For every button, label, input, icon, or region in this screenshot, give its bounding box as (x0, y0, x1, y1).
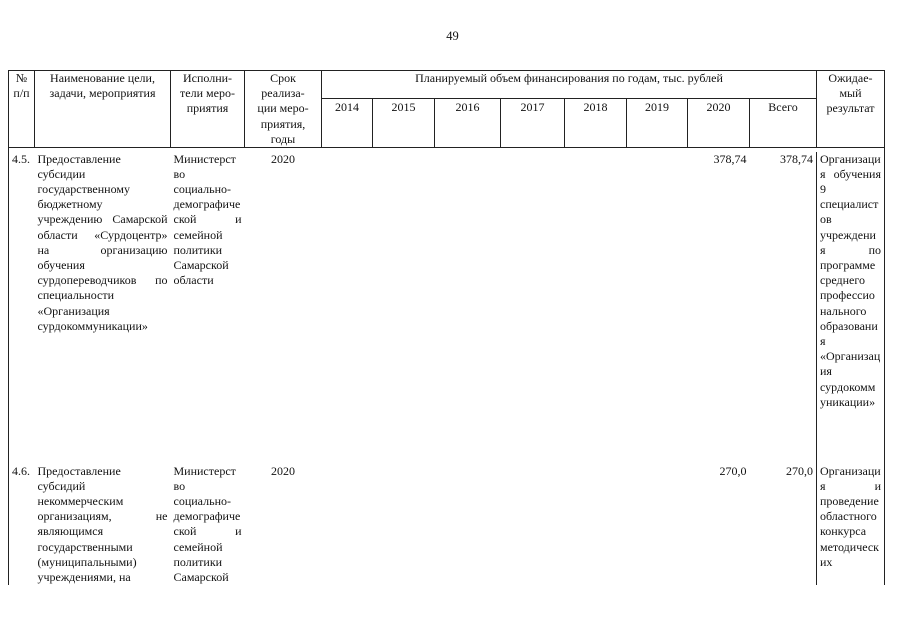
row-period: 2020 (271, 151, 295, 166)
table-row (9, 152, 885, 442)
row-2017 (501, 464, 565, 586)
header-financing-label: Планируемый объем финансирования по годам, тыс. рублей (415, 71, 723, 85)
row-2018 (565, 464, 627, 586)
row-total: 270,0 (786, 463, 813, 478)
header-year-2016: 2016 (435, 99, 501, 148)
row-2020: 378,74 (713, 151, 747, 166)
row-result: Организация и проведение областного конкурса методических (817, 464, 885, 586)
row-executor: Министерство социально-демографической и семейной политики Самарской области (173, 151, 242, 288)
table-row (9, 464, 885, 586)
table-body (9, 148, 885, 586)
row-name: Предоставление субсидии государственному бюджетному учреждению Самарской области «Сурдоцентр» на организацию обучения сурдопереводчиков по специальности «Организация сурдокоммуникации» (37, 151, 168, 333)
row-2020: 270,0 (719, 463, 747, 478)
row-id: 4.5. (9, 152, 35, 442)
row-name: Предоставление субсидий некоммерческим организациям, не являющимся государственными (муниципальными) учреждениями, на (37, 463, 168, 584)
row-2016 (435, 464, 501, 586)
row-executor: Министерство социально-демографической и семейной политики Самарской (173, 463, 242, 584)
row-2015 (373, 464, 435, 586)
header-name (35, 71, 171, 148)
header-result-label: Ожидае- мый результат (826, 71, 875, 116)
row-2014 (322, 464, 373, 586)
header-result (817, 71, 885, 148)
header-year-2015: 2015 (373, 99, 435, 148)
header-period-label: Срок реализа- ции меро- приятия, годы (257, 71, 309, 146)
table-header (9, 71, 885, 148)
row-2019 (627, 464, 688, 586)
header-name-label: Наименование цели, задачи, мероприятия (49, 71, 156, 101)
row-2018 (565, 152, 627, 442)
header-period (245, 71, 322, 148)
row-period: 2020 (271, 463, 295, 478)
financing-table (8, 70, 885, 585)
header-executor-label: Исполни- тели меро- приятия (180, 71, 235, 116)
header-year-2019: 2019 (627, 99, 688, 148)
row-total: 378,74 (780, 151, 813, 166)
header-year-2020: 2020 (688, 99, 750, 148)
header-year-2018: 2018 (565, 99, 627, 148)
row-2014 (322, 152, 373, 442)
header-year-2017: 2017 (501, 99, 565, 148)
header-num (9, 71, 35, 148)
row-id: 4.6. (9, 464, 35, 586)
row-2017 (501, 152, 565, 442)
row-result: Организация обучения 9 специалистов учреждения по программе среднего профессионального образования «Организация сурдокоммуникации» (817, 152, 885, 442)
header-executor (171, 71, 245, 148)
header-year-2014: 2014 (322, 99, 373, 148)
row-2016 (435, 152, 501, 442)
page-number: 49 (446, 29, 459, 43)
header-total: Всего (750, 99, 817, 148)
row-2019 (627, 152, 688, 442)
header-financing (322, 71, 817, 99)
row-2015 (373, 152, 435, 442)
header-num-label: № п/п (13, 71, 30, 101)
